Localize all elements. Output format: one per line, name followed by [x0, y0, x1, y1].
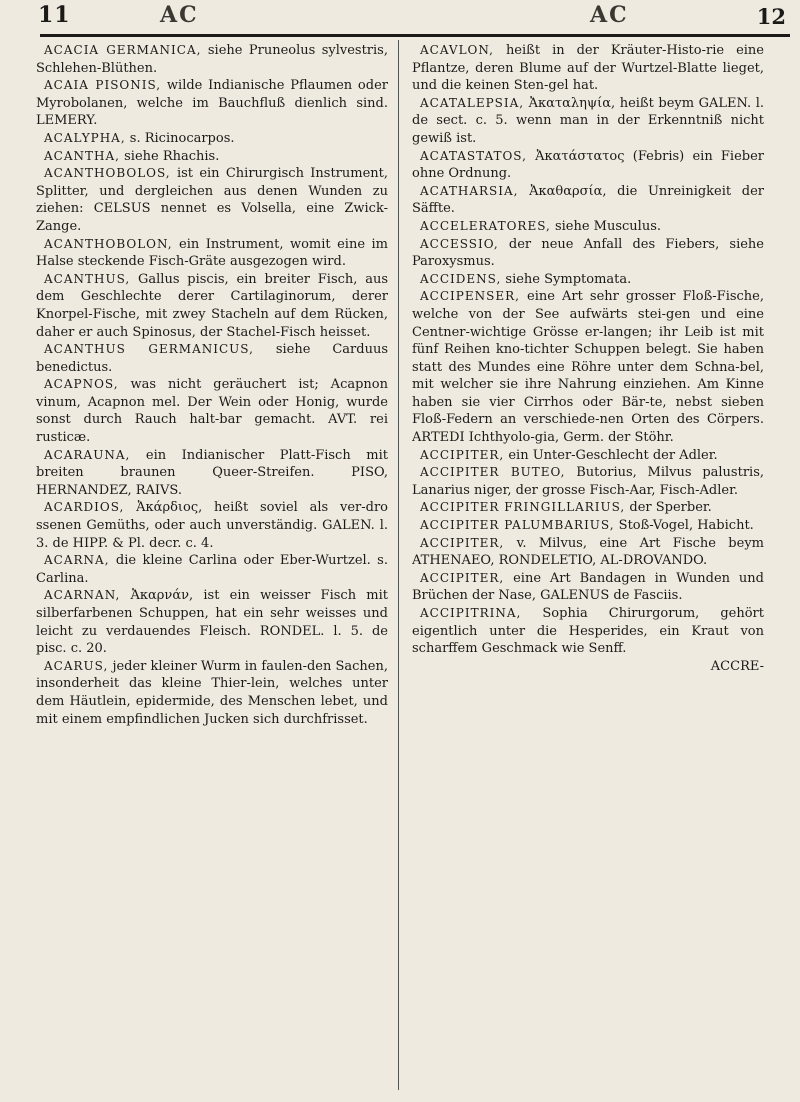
entry-headword: ACARUS,: [44, 658, 109, 673]
dictionary-entry: [36, 148, 388, 166]
entry-definition: ein Unter-Geschlecht der Adler.: [508, 447, 718, 463]
entry-headword: ACACIA GERMANICA,: [44, 43, 202, 57]
entry-definition: was nicht geräuchert ist; Acapnon vinum, Acapnon mel. Der Wein oder Honig, wurde sonst durch Rauch halt-bar gemacht. AVT. rei rusticæ.: [36, 377, 388, 446]
dictionary-entry: [412, 570, 764, 605]
entry-headword: ACCIDENS,: [420, 271, 502, 286]
entry-definition: siehe Pruneolus sylvestris, Schlehen-Blüthen.: [36, 43, 388, 76]
right-column: [412, 42, 764, 1092]
entry-headword: ACCIPITER,: [420, 570, 505, 585]
dictionary-entry: [36, 341, 388, 376]
entry-headword: ACAVLON,: [420, 43, 494, 57]
entry-definition: jeder kleiner Wurm in faulen-den Sachen, insonderheit das kleine Thier-lein, welches unter dem Häutlein, epidermide, des Menschen lebet, und mit einem empfindlichen Jucken sich durchfrisset.: [36, 658, 388, 727]
entry-headword: ACARNA,: [44, 553, 110, 568]
dictionary-entry: [412, 464, 764, 499]
left-column: [36, 42, 388, 1092]
dictionary-entry: [36, 130, 388, 148]
entry-definition: der neue Anfall des Fiebers, siehe Paroxysmus.: [412, 236, 764, 270]
entry-definition: v. Milvus, eine Art Fische beym ATHENAEO, RONDELETIO, AL-DROVANDO.: [412, 535, 764, 569]
column-divider: [398, 40, 399, 1090]
dictionary-entry: [412, 535, 764, 570]
entry-headword: ACCIPITER,: [420, 535, 505, 550]
entry-headword: ACCIPITRINA,: [420, 606, 522, 620]
dictionary-entry: [412, 271, 764, 289]
entry-headword: ACCIPITER PALUMBARIUS,: [420, 518, 615, 533]
entry-headword: ACANTHUS GERMANICUS,: [44, 342, 254, 357]
entry-definition: wilde Indianische Pflaumen oder Myrobolanen, welche im Bauchfluß dienlich sind. LEMERY.: [36, 78, 388, 129]
entry-headword: ACARDIOS,: [44, 500, 125, 515]
dictionary-entry: [36, 42, 388, 77]
dictionary-entry: [412, 183, 764, 218]
entry-headword: ACATALEPSIA,: [420, 95, 525, 110]
dictionary-entry: [412, 42, 764, 95]
entry-definition: siehe Musculus.: [554, 218, 662, 234]
entry-headword: ACALYPHA,: [44, 130, 126, 145]
dictionary-entry: [36, 587, 388, 657]
entry-definition: siehe Carduus benedictus.: [36, 342, 388, 375]
entry-definition: Stoß-Vogel, Habicht.: [618, 518, 754, 534]
page-number-right: 12: [756, 4, 786, 29]
dictionary-entry: [36, 236, 388, 271]
dictionary-entry: [36, 376, 388, 446]
entry-headword: ACATHARSIA,: [420, 183, 519, 198]
entry-definition: Ἀκάρδιος, heißt soviel als ver-dro ssenen Gemüths, oder auch unverständig. GALEN. l. 3. de HIPP. & Pl. decr. c. 4.: [36, 500, 388, 551]
dictionary-entry: [412, 218, 764, 236]
entry-definition: Ἀκαθαρσία, die Unreinigkeit der Säffte.: [412, 183, 764, 217]
dictionary-entry: [412, 517, 764, 535]
entry-headword: ACANTHA,: [44, 148, 120, 163]
entry-definition: Ἀκαταληψία, heißt beym GALEN. l. de sect. c. 5. wenn man in der Erkenntniß nicht gewiß ist.: [412, 95, 764, 146]
catchword: ACCRE-: [710, 658, 764, 674]
entry-definition: eine Art Bandagen in Wunden und Brüchen der Nase, GALENUS de Fasciis.: [412, 570, 764, 604]
dictionary-entry: [36, 658, 388, 728]
dictionary-entry: [36, 552, 388, 587]
entry-headword: ACARAUNA,: [44, 447, 131, 462]
entry-headword: ACATASTATOS,: [420, 148, 527, 163]
entry-headword: ACCIPENSER,: [420, 289, 520, 304]
page-header: [0, 0, 800, 36]
dictionary-entry: [36, 447, 388, 500]
entry-definition: Gallus piscis, ein breiter Fisch, aus dem Geschlechte derer Cartilaginorum, derer Knorpel-Fische, mit zwey Stacheln auf dem Rücken, daher er auch Spinosus, der Stachel-Fisch heisset.: [36, 271, 388, 340]
running-head-left: AC: [160, 2, 199, 28]
running-head-right: AC: [590, 2, 629, 28]
entry-definition: die kleine Carlina oder Eber-Wurtzel. s. Carlina.: [36, 553, 388, 586]
entry-definition: Ἀκαρνάν, ist ein weisser Fisch mit silberfarbenen Schuppen, hat ein sehr weisses und leicht zu verdauendes Fleisch. RONDEL. l. 5. de pisc. c. 20.: [36, 588, 388, 657]
entry-definition: ist ein Chirurgisch Instrument, Splitter, und dergleichen aus denen Wunden zu ziehen: CELSUS nennet es Volsella, eine Zwick-Zange.: [36, 166, 388, 234]
dictionary-entry: [412, 605, 764, 658]
entry-headword: ACCIPITER FRINGILLARIUS,: [420, 500, 626, 515]
entry-headword: ACCIPITER BUTEO,: [420, 465, 566, 480]
entry-definition: ein Instrument, womit eine im Halse steckende Fisch-Gräte ausgezogen wird.: [36, 236, 388, 270]
dictionary-entry: [412, 447, 764, 465]
entry-headword: ACCELERATORES,: [420, 218, 551, 233]
entry-headword: ACANTHOBOLOS,: [44, 166, 171, 181]
entry-definition: s. Ricinocarpos.: [129, 130, 235, 146]
entry-definition: Sophia Chirurgorum, gehört eigentlich unter die Hesperides, ein Kraut von scharffem Geschmack wie Senff.: [412, 606, 764, 657]
entry-definition: eine Art sehr grosser Floß-Fische, welche von der See aufwärts stei-gen und eine Centner-wichtige Grösse er-langen; ihr Leib ist mit fünf Reihen kno-tichter Schuppen belegt. Sie haben statt des Mundes eine Röhre unter dem Schna-bel, mit welcher sie ihre Nahrung einziehen. Am Kinne haben sie vier Cirrhos oder Bär-te, nebst sieben Floß-Federn an verschiede-nen Orten des Cörpers. ARTEDI Ichthyolo-gia, Germ. der Stöhr.: [412, 289, 764, 446]
entry-definition: ein Indianischer Platt-Fisch mit breiten braunen Queer-Streifen. PISO, HERNANDEZ, RAIVS.: [36, 447, 388, 498]
page-number-left: 11: [38, 2, 71, 28]
dictionary-entry: [36, 499, 388, 552]
header-rule: [40, 34, 790, 37]
entry-headword: ACARNAN,: [44, 588, 121, 603]
dictionary-entry: [36, 77, 388, 130]
entry-definition: Ἀκατάστατος (Febris) ein Fieber ohne Ordnung.: [412, 148, 764, 182]
entry-definition: heißt in der Kräuter-Histo-rie eine Pflantze, deren Blume auf der Wurtzel-Blatte lieget, und die keinen Sten-gel hat.: [412, 43, 764, 94]
entry-headword: ACANTHOBOLON,: [44, 236, 173, 251]
dictionary-entry: [412, 148, 764, 183]
entry-headword: ACCESSIO,: [420, 236, 499, 251]
entry-headword: ACAPNOS,: [44, 377, 119, 392]
entry-headword: ACANTHUS,: [44, 271, 131, 286]
dictionary-entry: [412, 236, 764, 271]
dictionary-entry: [412, 95, 764, 148]
dictionary-entry: [412, 499, 764, 517]
entry-headword: ACAIA PISONIS,: [44, 78, 162, 93]
dictionary-entry: [412, 288, 764, 446]
entry-definition: siehe Symptomata.: [505, 271, 632, 287]
entry-headword: ACCIPITER,: [420, 447, 505, 462]
entry-definition: der Sperber.: [629, 500, 712, 516]
entry-definition: siehe Rhachis.: [124, 148, 220, 164]
dictionary-entry: [36, 165, 388, 235]
dictionary-entry: [36, 271, 388, 341]
entry-definition: Butorius, Milvus palustris, Lanarius niger, der grosse Fisch-Aar, Fisch-Adler.: [412, 465, 764, 498]
